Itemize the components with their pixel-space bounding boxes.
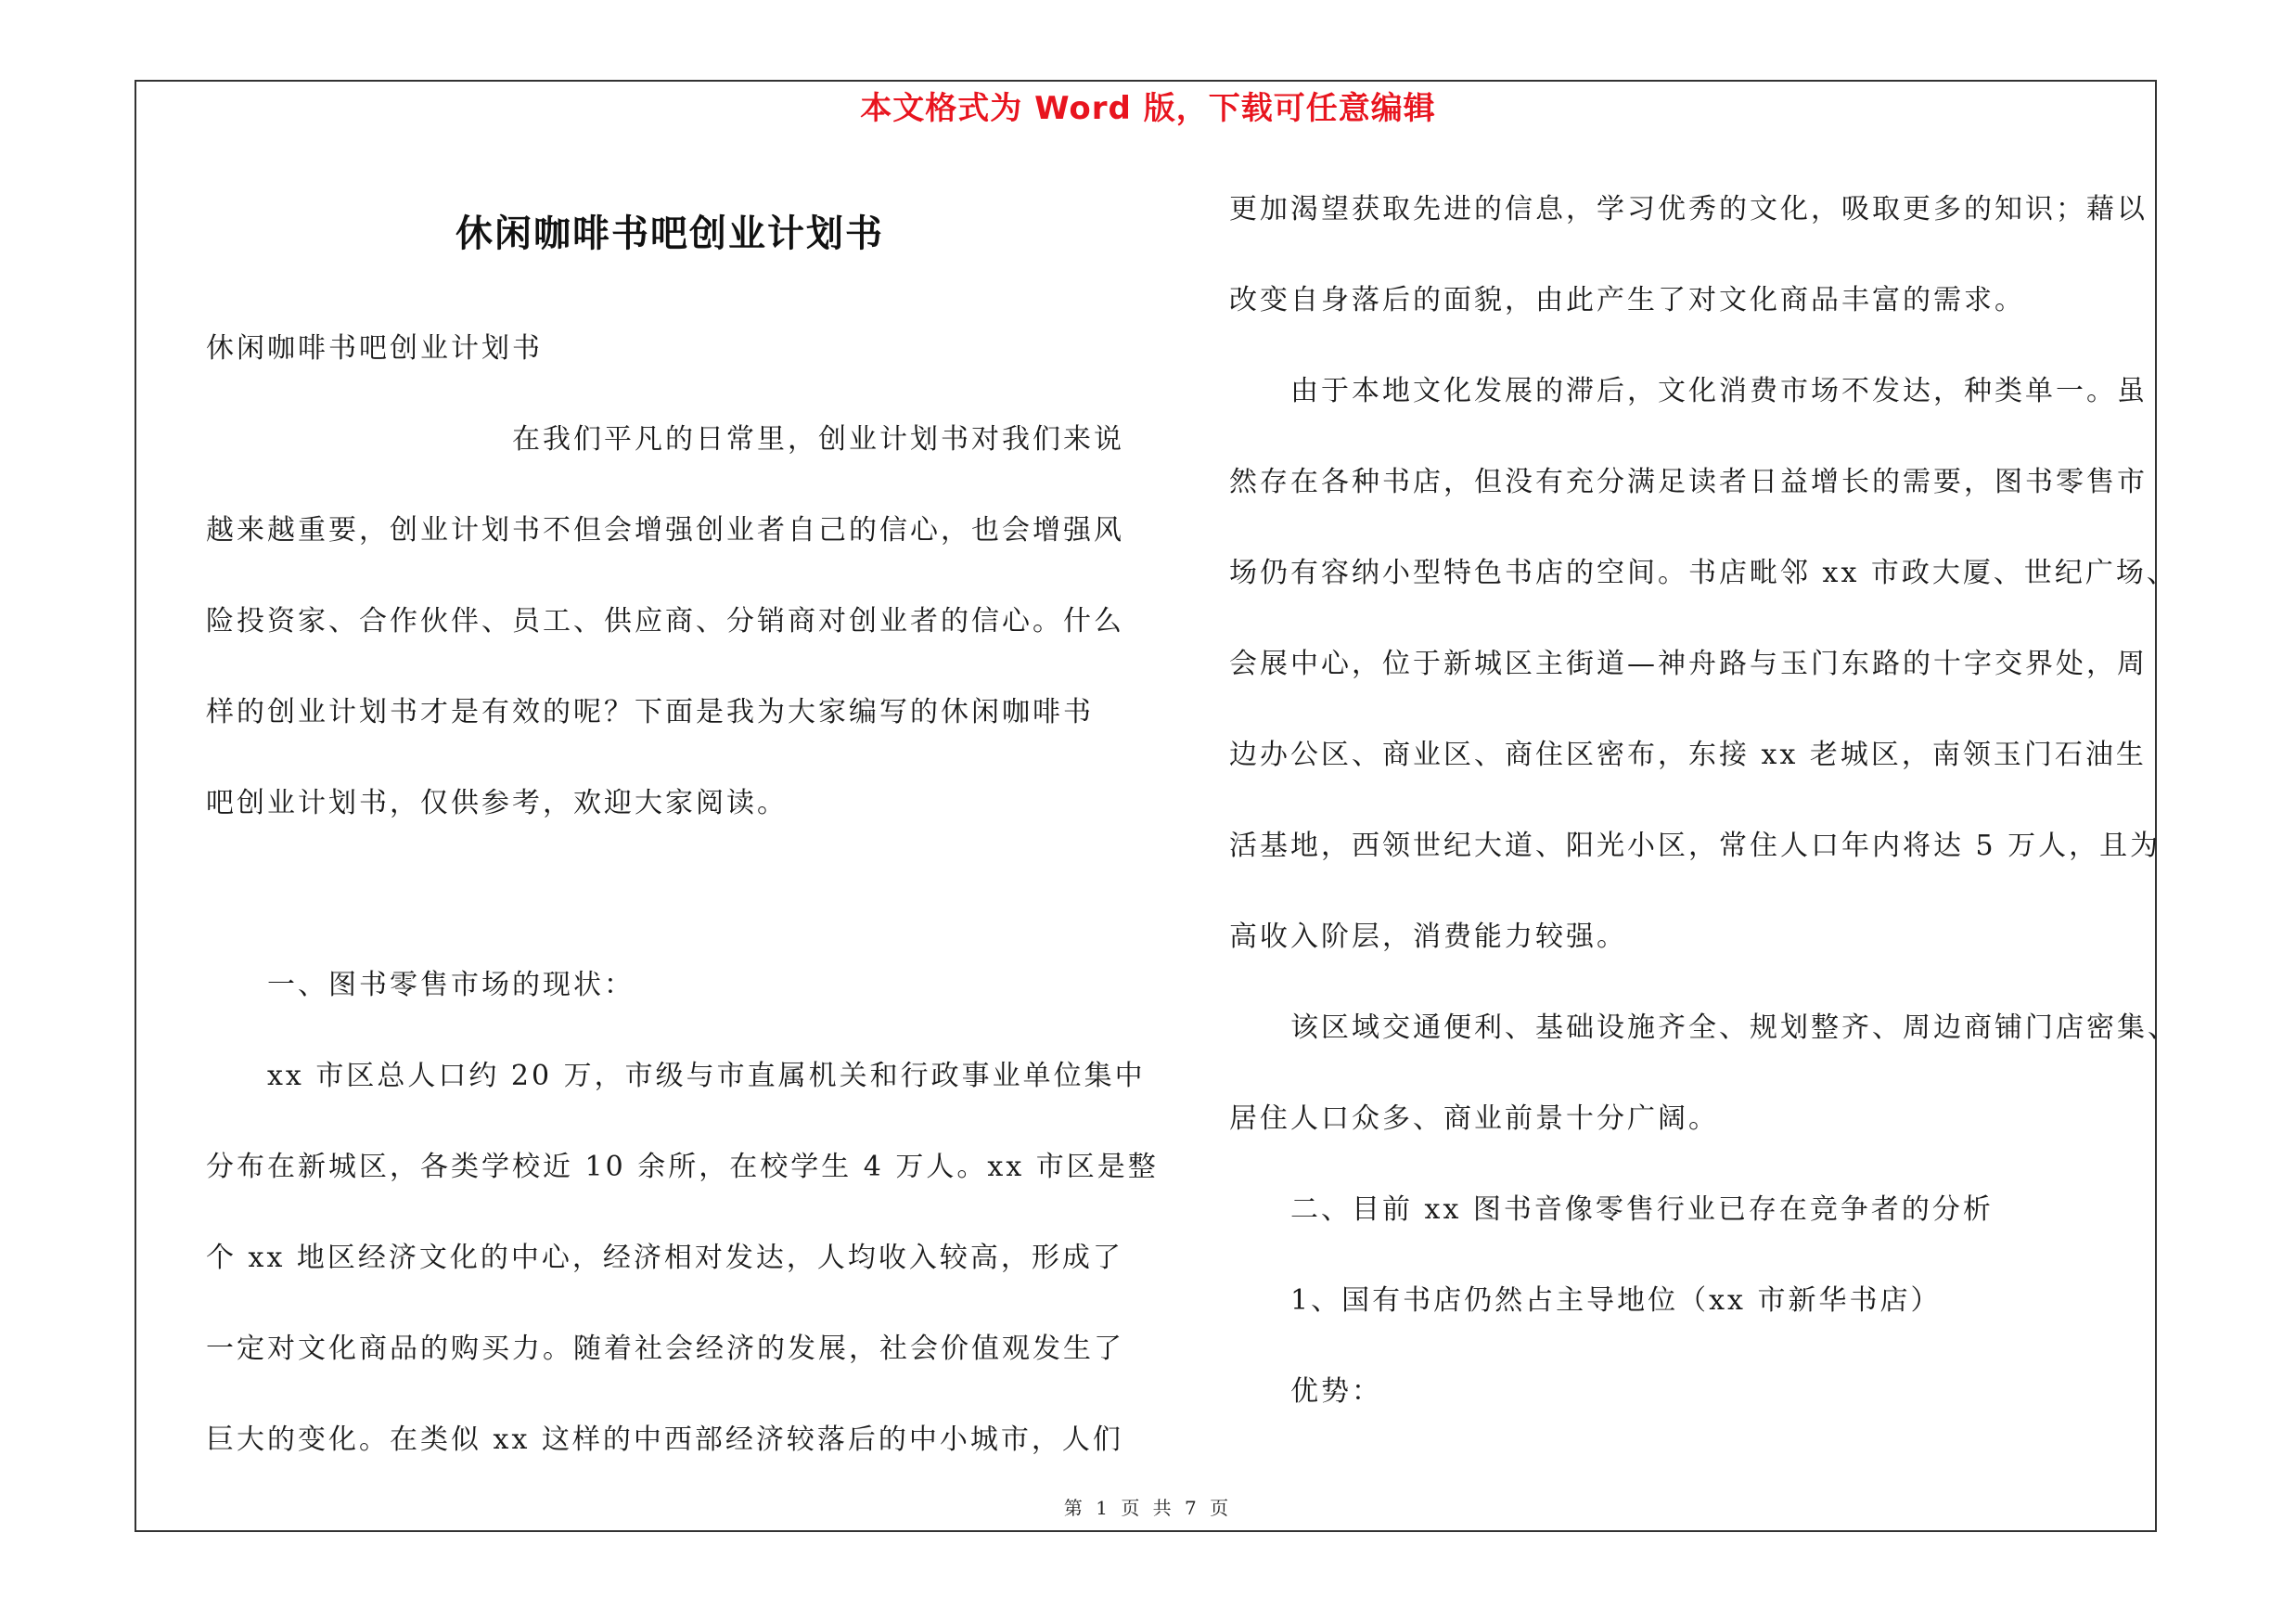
text-line: 然存在各种书店，但没有充分满足读者日益增长的需要，图书零售市 xyxy=(1229,466,2148,498)
text-line: 1、国有书店仍然占主导地位（xx 市新华书店） xyxy=(1229,1284,1942,1317)
page-number: 第 1 页 共 7 页 xyxy=(1063,1497,1233,1519)
text-line: 个 xx 地区经济文化的中心，经济相对发达，人均收入较高，形成了 xyxy=(206,1242,1123,1274)
left-column xyxy=(206,325,1159,1507)
text-line: 在我们平凡的日常里，创业计划书对我们来说 xyxy=(206,423,1124,456)
text-line: xx 市区总人口约 20 万，市级与市直属机关和行政事业单位集中 xyxy=(206,1060,1146,1092)
text-line: 一定对文化商品的购买力。随着社会经济的发展，社会价值观发生了 xyxy=(206,1333,1124,1365)
text-line: 居住人口众多、商业前景十分广阔。 xyxy=(1229,1102,1719,1135)
text-line: 分布在新城区，各类学校近 10 余所，在校学生 4 万人。xx 市区是整 xyxy=(206,1151,1159,1183)
text-line: 活基地，西领世纪大道、阳光小区，常住人口年内将达 5 万人，且为 xyxy=(1229,830,2161,862)
document-title: 休闲咖啡书吧创业计划书 xyxy=(455,213,884,255)
right-column xyxy=(1229,186,2178,1459)
text-line: 巨大的变化。在类似 xx 这样的中西部经济较落后的中小城市，人们 xyxy=(206,1423,1123,1456)
text-line: 边办公区、商业区、商住区密布，东接 xx 老城区，南领玉门石油生 xyxy=(1229,739,2147,771)
text-line: 高收入阶层，消费能力较强。 xyxy=(1229,921,1627,953)
text-line: 场仍有容纳小型特色书店的空间。书店毗邻 xx 市政大厦、世纪广场、 xyxy=(1229,557,2177,589)
text-line: 样的创业计划书才是有效的呢？下面是我为大家编写的休闲咖啡书 xyxy=(206,696,1094,728)
text-line: 会展中心，位于新城区主街道—神舟路与玉门东路的十字交界处，周 xyxy=(1229,648,2148,680)
section-heading: 二、目前 xx 图书音像零售行业已存在竞争者的分析 xyxy=(1229,1193,1994,1226)
format-banner: 本文格式为 Word 版，下载可任意编辑 xyxy=(860,90,1436,127)
text-line: 该区域交通便利、基础设施齐全、规划整齐、周边商铺门店密集、 xyxy=(1229,1011,2178,1044)
text-line: 越来越重要，创业计划书不但会增强创业者自己的信心，也会增强风 xyxy=(206,514,1124,547)
text-line: 吧创业计划书，仅供参考，欢迎大家阅读。 xyxy=(206,787,788,819)
text-line: 由于本地文化发展的滞后，文化消费市场不发达，种类单一。虽 xyxy=(1229,375,2148,407)
text-line: 休闲咖啡书吧创业计划书 xyxy=(206,332,543,365)
text-line: 优势： xyxy=(1229,1375,1382,1408)
text-line: 改变自身落后的面貌，由此产生了对文化商品丰富的需求。 xyxy=(1229,284,2025,316)
section-heading: 一、图书零售市场的现状： xyxy=(206,969,635,1001)
text-line: 险投资家、合作伙伴、员工、供应商、分销商对创业者的信心。什么 xyxy=(206,605,1124,638)
text-line: 更加渴望获取先进的信息，学习优秀的文化，吸取更多的知识；藉以 xyxy=(1229,193,2148,225)
